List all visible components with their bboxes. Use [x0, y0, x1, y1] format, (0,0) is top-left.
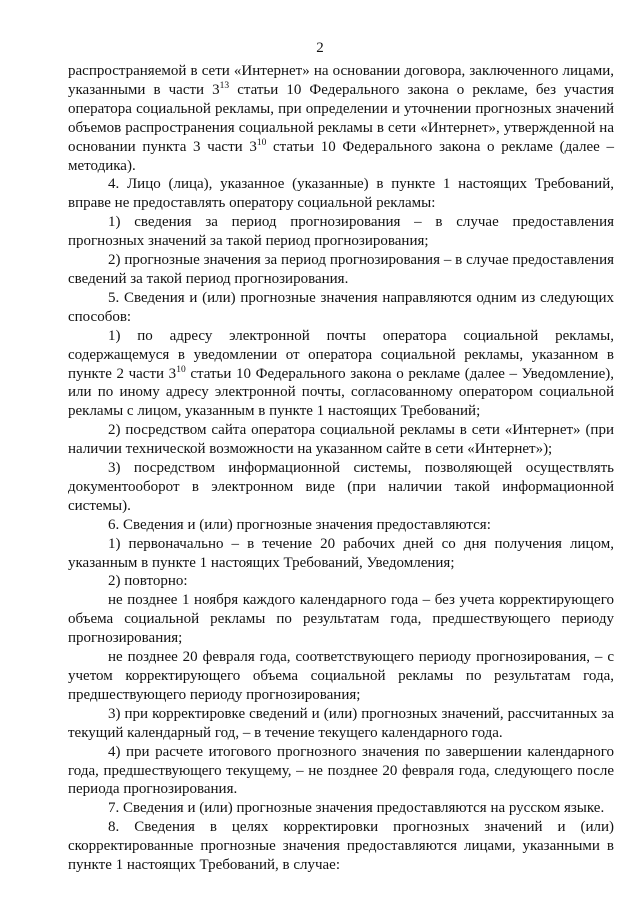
paragraph: не позднее 1 ноября каждого календарного года – без учета корректирующего объема социальной рекламы по результатам года, предшествующего периоду прогнозирования;	[68, 592, 614, 647]
page-number: 2	[316, 40, 324, 56]
paragraph: 6. Сведения и (или) прогнозные значения предоставляются:	[108, 516, 491, 533]
paragraph: 5. Сведения и (или) прогнозные значения направляются одним из следующих способов:	[68, 289, 614, 325]
paragraph: 1) сведения за период прогнозирования – в случае предоставления прогнозных значений за такой период прогнозирования;	[68, 214, 614, 250]
paragraph: 3) посредством информационной системы, позволяющей осуществлять документооборот в электронном виде (при наличии такой информационной системы).	[68, 460, 614, 514]
paragraph: 3) при корректировке сведений и (или) прогнозных значений, рассчитанных за текущий календарный год, – в течение текущего календарного года.	[68, 705, 614, 741]
paragraph: 7. Сведения и (или) прогнозные значения предоставляются на русском языке.	[108, 800, 605, 817]
paragraph: 8. Сведения в целях корректировки прогнозных значений и (или) скорректированные прогнозные значения предоставляются лицами, указанными в пункте 1 настоящих Требований, в случае:	[68, 819, 614, 874]
paragraph: 4. Лицо (лица), указанное (указанные) в пункте 1 настоящих Требований, вправе не предоставлять оператору социальной рекламы:	[68, 176, 614, 212]
paragraph: 2) повторно:	[108, 573, 188, 590]
paragraph: 2) посредством сайта оператора социальной рекламы в сети «Интернет» (при наличии технической возможности на указанном сайте в сети «Интернет»);	[68, 422, 614, 458]
paragraph: 1) первоначально – в течение 20 рабочих дней со дня получения лицом, указанным в пункте 1 настоящих Требований, Уведомления;	[68, 535, 614, 571]
document-body	[68, 62, 614, 875]
paragraph: не позднее 20 февраля года, соответствующего периоду прогнозирования, – с учетом корректирующего объема социальной рекламы по результатам года, предшествующего периоду прогнозирования;	[68, 649, 614, 703]
paragraph: 2) прогнозные значения за период прогнозирования – в случае предоставления сведений за такой период прогнозирования.	[68, 252, 614, 287]
paragraph: распространяемой в сети «Интернет» на основании договора, заключенного лицами, указанными в части $3^{13}$ статьи 10 Федерального закона о рекламе, без участия оператора социальной рекламы, при определении и уточнении прогнозных значений объемов распространения социальной рекламы в сети «Интернет», утвержденной на основании пункта 3 части $3^{10}$ статьи 10 Федерального закона о рекламе (далее – методика).	[68, 63, 614, 174]
paragraph: 1) по адресу электронной почты оператора социальной рекламы, содержащемуся в уведомлении от оператора социальной рекламы, указанном в пункте 2 части $3^{10}$ статьи 10 Федерального закона о рекламе (далее – Уведомление), или по иному адресу электронной почты, согласованному оператором социальной рекламы с лицом, указанным в пункте 1 настоящих Требований;	[68, 327, 614, 420]
paragraph: 4) при расчете итогового прогнозного значения по завершении календарного года, предшествующего текущему, – не позднее 20 февраля года, следующего после периода прогнозирования.	[68, 743, 614, 798]
